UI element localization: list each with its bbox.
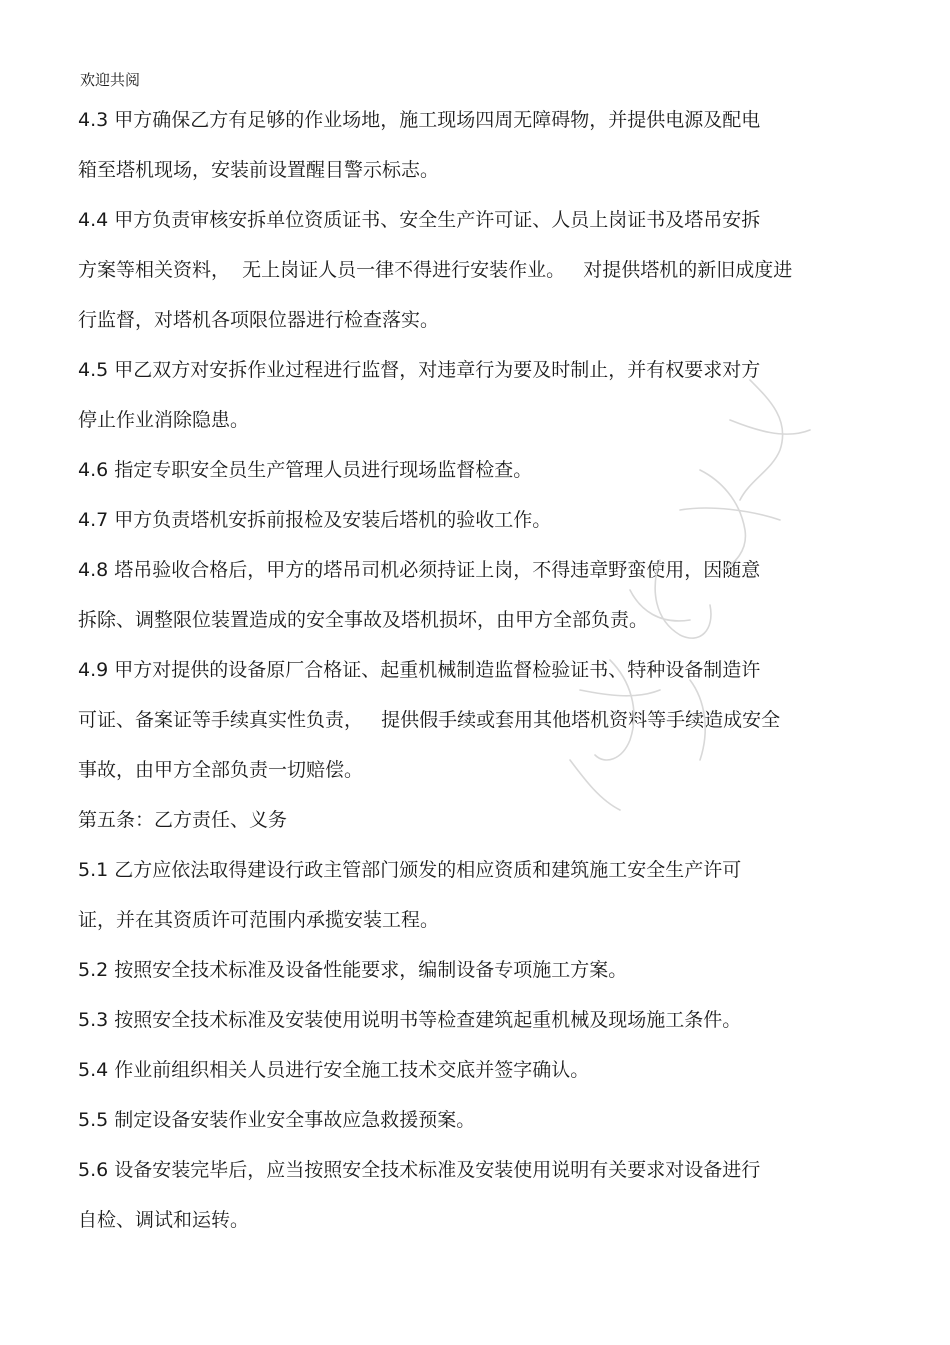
text-line: 5.5 制定设备安装作业安全事故应急救援预案。 (78, 1109, 476, 1131)
text-line: 5.4 作业前组织相关人员进行安全施工技术交底并签字确认。 (78, 1059, 590, 1081)
text-line: 4.3 甲方确保乙方有足够的作业场地，施工现场四周无障碍物，并提供电源及配电 (78, 109, 761, 131)
text-line: 5.6 设备安装完毕后，应当按照安全技术标准及安装使用说明有关要求对设备进行 (78, 1159, 761, 1181)
text-line: 4.5 甲乙双方对安拆作业过程进行监督，对违章行为要及时制止，并有权要求对方 (78, 359, 761, 381)
text-line: 4.4 甲方负责审核安拆单位资质证书、安全生产许可证、人员上岗证书及塔吊安拆 (78, 209, 761, 231)
text-line: 可证、备案证等手续真实性负责， 提供假手续或套用其他塔机资料等手续造成安全 (78, 709, 781, 731)
text-line: 箱至塔机现场，安装前设置醒目警示标志。 (78, 159, 440, 181)
watermark-stamp (540, 360, 820, 820)
text-line: 5.1 乙方应依法取得建设行政主管部门颁发的相应资质和建筑施工安全生产许可 (78, 859, 742, 881)
text-line: 4.6 指定专职安全员生产管理人员进行现场监督检查。 (78, 459, 533, 481)
text-line: 证，并在其资质许可范围内承揽安装工程。 (78, 909, 440, 931)
text-line: 4.8 塔吊验收合格后，甲方的塔吊司机必须持证上岗，不得违章野蛮使用，因随意 (78, 559, 761, 581)
text-line: 5.3 按照安全技术标准及安装使用说明书等检查建筑起重机械及现场施工条件。 (78, 1009, 742, 1031)
text-line: 自检、调试和运转。 (78, 1209, 250, 1231)
text-line: 方案等相关资料， 无上岗证人员一律不得进行安装作业。 对提供塔机的新旧成度进 (78, 259, 793, 281)
text-line: 行监督，对塔机各项限位器进行检查落实。 (78, 309, 440, 331)
text-line: 事故，由甲方全部负责一切赔偿。 (78, 759, 364, 781)
page-header: 欢迎共阅 (80, 71, 141, 89)
section-heading: 第五条：乙方责任、义务 (78, 809, 288, 831)
text-line: 拆除、调整限位装置造成的安全事故及塔机损坏，由甲方全部负责。 (78, 609, 649, 631)
text-line: 4.7 甲方负责塔机安拆前报检及安装后塔机的验收工作。 (78, 509, 552, 531)
text-line: 4.9 甲方对提供的设备原厂合格证、起重机械制造监督检验证书、特种设备制造许 (78, 659, 761, 681)
text-line: 停止作业消除隐患。 (78, 409, 250, 431)
text-line: 5.2 按照安全技术标准及设备性能要求，编制设备专项施工方案。 (78, 959, 628, 981)
